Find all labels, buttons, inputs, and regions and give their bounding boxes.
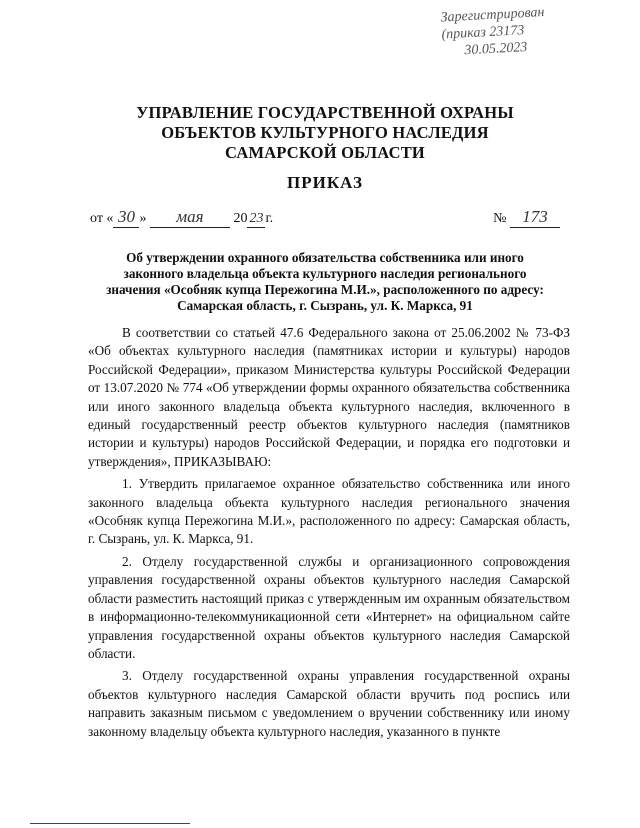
date-year-suffix: 23 <box>249 211 264 226</box>
order-body <box>88 324 570 745</box>
header-line-1: УПРАВЛЕНИЕ ГОСУДАРСТВЕННОЙ ОХРАНЫ <box>136 103 514 122</box>
stamp-line-2: (приказ 23173 <box>441 23 525 43</box>
order-date <box>90 207 273 228</box>
footer-divider <box>30 823 190 824</box>
number-prefix: № <box>493 211 507 226</box>
organization-header <box>90 103 560 163</box>
date-prefix: от « <box>90 211 114 226</box>
paragraph-item-3: 3. Отделу государственной охраны управления государственной охраны объектов культурного наследия Самарской области вручить под роспись или направить заказным письмом с уведомлением о вручении собственнику или иному законному владельцу объекта культурного наследия, указанного в пункте <box>88 668 570 739</box>
date-number-row <box>90 203 560 229</box>
number-value: 173 <box>510 207 560 228</box>
registration-stamp <box>422 0 624 61</box>
header-line-3: САМАРСКОЙ ОБЛАСТИ <box>225 143 425 162</box>
order-number <box>493 207 560 228</box>
order-title: ПРИКАЗ <box>287 173 363 192</box>
paragraph-item-1: 1. Утвердить прилагаемое охранное обязательство собственника или иного законного владельца объекта культурного наследия регионального значения «Особняк купца Пережогина М.И.», расположенного по адресу: Самарская область, г. Сызрань, ул. К. Маркса, 91. <box>88 476 570 547</box>
paragraph-item-2: 2. Отделу государственной службы и организационного сопровождения управления государственной охраны объектов культурного наследия Самарской области разместить настоящий приказ с утвержденным им охранным обязательством в информационно-телекоммуникационной сети «Интернет» на официальном сайте управления государственной охраны объектов культурного наследия Самарской области. <box>88 553 570 661</box>
header-line-2: ОБЪЕКТОВ КУЛЬТУРНОГО НАСЛЕДИЯ <box>161 123 489 142</box>
date-mid: » <box>139 211 147 226</box>
paragraph-preamble: В соответствии со статьей 47.6 Федерального закона от 25.06.2002 № 73-ФЗ «Об объектах культурного наследия (памятниках истории и культуры) народов Российской Федерации», приказом Министерства культуры Российской Федерации от 13.07.2020 № 774 «Об утверждении формы охранного обязательства собственника или иного законного владельца объекта культурного наследия, включенного в единый государственный реестр объектов культурного наследия (памятников истории и культуры) народов Российской Федерации, и порядка его подготовки и утверждения», ПРИКАЗЫВАЮ: <box>88 325 570 469</box>
date-year-prefix: 20 <box>233 211 248 226</box>
order-subject: Об утверждении охранного обязательства собственника или иного законного владельца объекта культурного наследия регионального значения «Особняк купца Пережогина М.И.», расположенного по адресу: Самарская область, г. Сызрань, ул. К. Маркса, 91 <box>106 250 544 313</box>
stamp-line-3: 30.05.2023 <box>464 40 528 59</box>
stamp-line-1: Зарегистрирован <box>440 5 545 26</box>
date-month: мая <box>150 207 230 228</box>
date-day: 30 <box>113 207 139 228</box>
date-suffix: г. <box>265 211 274 226</box>
